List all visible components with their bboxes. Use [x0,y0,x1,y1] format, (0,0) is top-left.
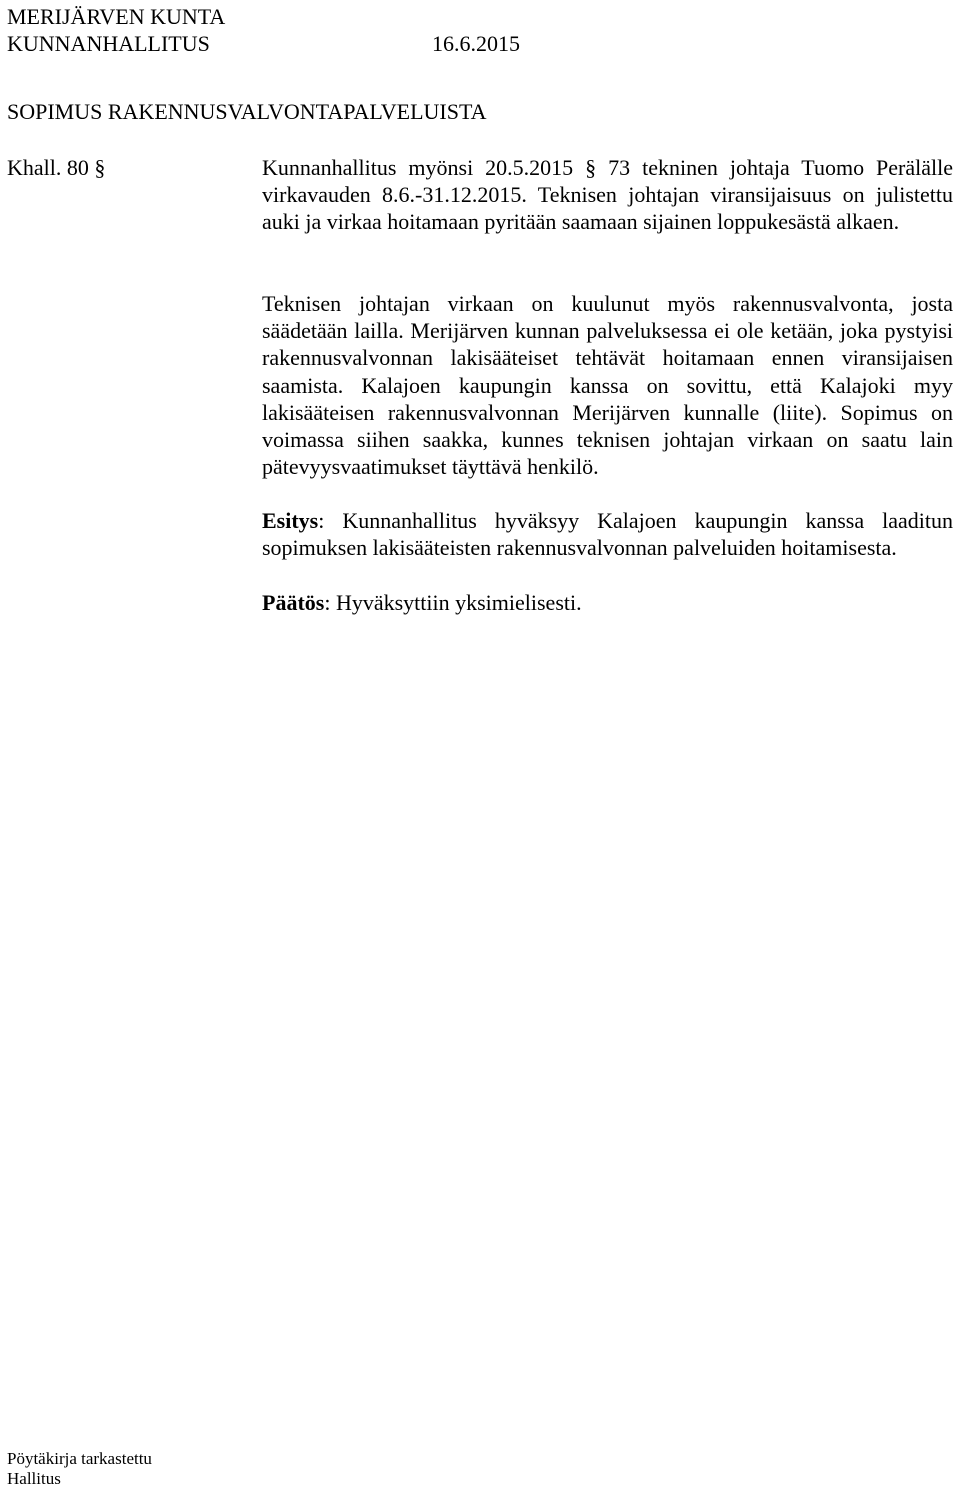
paragraph-1-text: Kunnanhallitus myönsi 20.5.2015 § 73 tekninen johtaja Tuomo Perälälle virkavauden 8.6.-31.12.2015. Teknisen johtajan viransijaisuus on julistettu auki ja virkaa hoitamaan pyritään saamaan sijainen loppukesästä alkaen. [262,155,953,235]
decision-text: : Hyväksyttiin yksimielisesti. [324,590,582,615]
decision-text-block [262,589,953,616]
proposal-text: : Kunnanhallitus hyväksyy Kalajoen kaupungin kanssa laaditun sopimuksen lakisääteisten rakennusvalvonnan palveluiden hoitamisesta. [262,508,953,561]
meeting-date: 16.6.2015 [432,31,520,56]
paragraph-background [262,154,953,236]
footer-board-label: Hallitus [7,1469,61,1488]
proposal-text-block [262,507,953,561]
board-name: KUNNANHALLITUS [7,31,210,56]
section-reference: Khall. 80 § [7,155,106,180]
proposal-label: Esitys [262,508,319,533]
proposal-paragraph [262,507,953,561]
footer-checked-label: Pöytäkirja tarkastettu [7,1449,152,1468]
paragraph-details [262,290,953,480]
paragraph-2-text: Teknisen johtajan virkaan on kuulunut myös rakennusvalvonta, josta säädetään lailla. Merijärven kunnan palveluksessa ei ole ketään, joka pystyisi rakennusvalvonnan lakisääteiset tehtävät hoitamaan ennen viransijaisen saamista. Kalajoen kaupungin kanssa on sovittu, että Kalajoki myy lakisääteisen rakennusvalvonnan Merijärven kunnalle (liite). Sopimus on voimassa siihen saakka, kunnes teknisen johtajan virkaan on saatu lain pätevyysvaatimukset täyttävä henkilö. [262,291,953,480]
decision-label: Päätös [262,590,325,615]
document-title: SOPIMUS RAKENNUSVALVONTAPALVELUISTA [7,99,487,124]
decision-paragraph [262,589,953,616]
organization-name: MERIJÄRVEN KUNTA [7,4,226,29]
